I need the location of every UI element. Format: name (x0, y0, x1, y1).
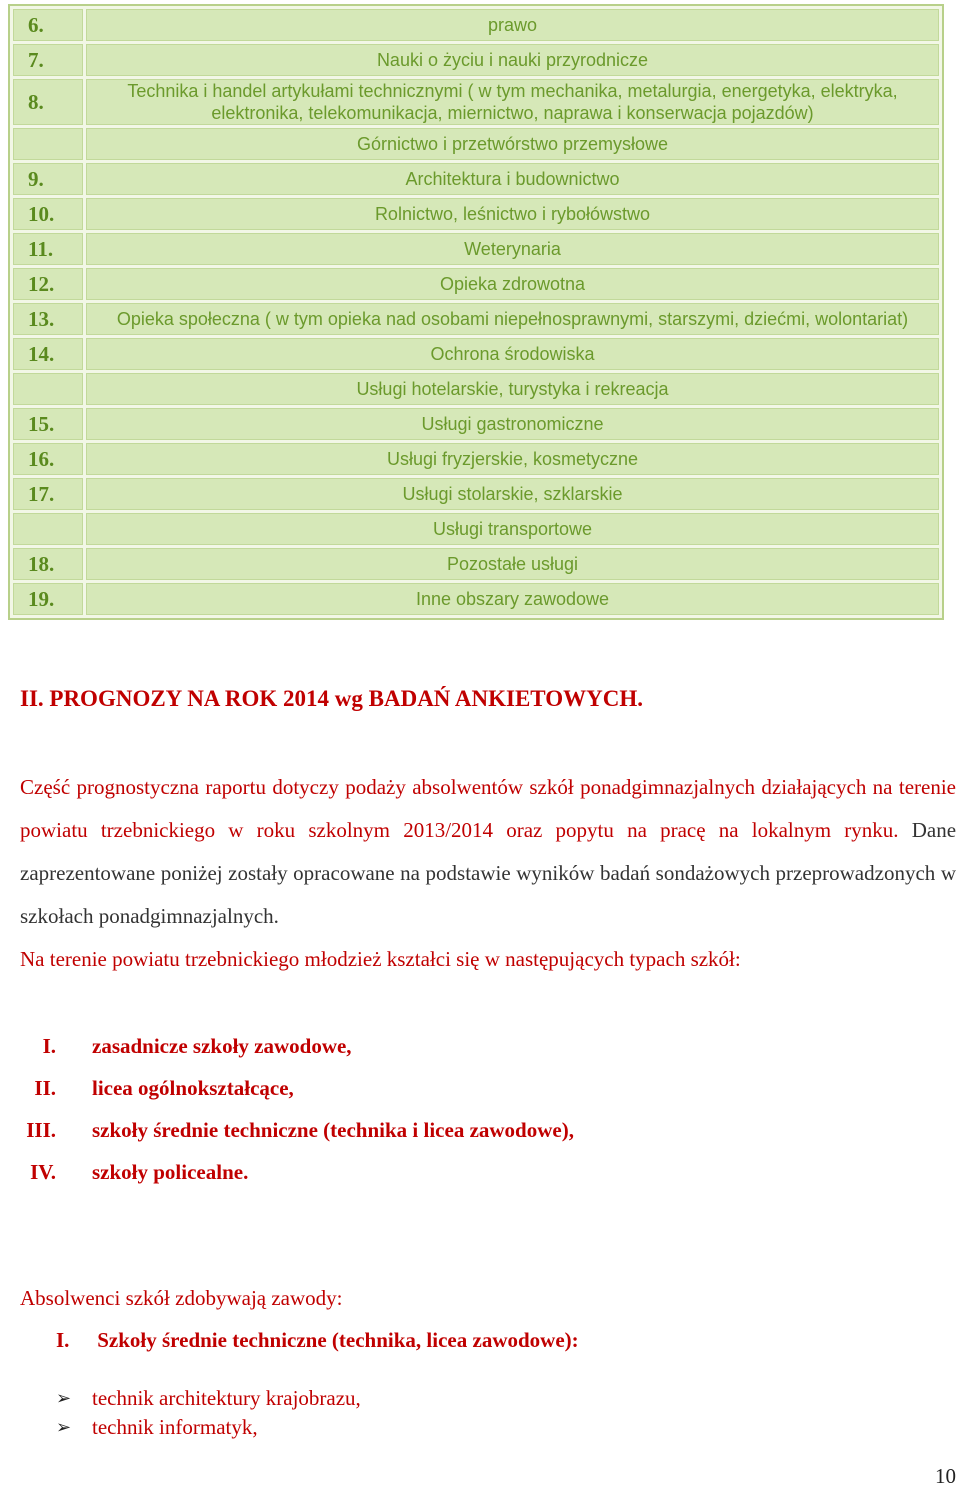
row-number: 7. (13, 44, 83, 76)
subsection-number: I. (56, 1328, 70, 1352)
page-number: 10 (935, 1464, 956, 1488)
table-row (13, 548, 939, 580)
row-number (13, 513, 83, 545)
list-item (20, 1025, 920, 1067)
intro-paragraph (20, 766, 956, 981)
profession-label: technik informatyk, (92, 1415, 258, 1439)
row-number (13, 373, 83, 405)
table-row (13, 513, 939, 545)
row-number: 12. (13, 268, 83, 300)
list-item (20, 1151, 920, 1193)
row-text: Weterynaria (86, 233, 939, 265)
table-row (13, 478, 939, 510)
paragraph-part3: Na terenie powiatu trzebnickiego młodzież kształci się w następujących typach szkół: (20, 947, 741, 971)
list-item (20, 1109, 920, 1151)
row-number: 9. (13, 163, 83, 195)
list-label: licea ogólnokształcące, (92, 1075, 294, 1100)
arrow-bullet-icon: ➢ (56, 1388, 72, 1408)
subsection-label: Szkoły średnie techniczne (technika, licea zawodowe): (97, 1328, 579, 1352)
table-row (13, 128, 939, 160)
table-row (13, 583, 939, 615)
row-text: Usługi stolarskie, szklarskie (86, 478, 939, 510)
subsection-heading (56, 1328, 579, 1353)
table-row (13, 163, 939, 195)
row-number: 14. (13, 338, 83, 370)
row-number: 17. (13, 478, 83, 510)
row-number: 13. (13, 303, 83, 335)
row-text: Usługi gastronomiczne (86, 408, 939, 440)
professions-list (56, 1384, 361, 1442)
table-row (13, 79, 939, 125)
row-text: Inne obszary zawodowe (86, 583, 939, 615)
table-row (13, 268, 939, 300)
row-text: Ochrona środowiska (86, 338, 939, 370)
table-row (13, 338, 939, 370)
row-text: Opieka społeczna ( w tym opieka nad osobami niepełnosprawnymi, starszymi, dziećmi, wolontariat) (86, 303, 939, 335)
row-text: Usługi transportowe (86, 513, 939, 545)
row-text: Rolnictwo, leśnictwo i rybołówstwo (86, 198, 939, 230)
row-number: 11. (13, 233, 83, 265)
occupations-table (8, 4, 944, 620)
row-text: Nauki o życiu i nauki przyrodnicze (86, 44, 939, 76)
row-number: 8. (13, 79, 83, 125)
row-text: Opieka zdrowotna (86, 268, 939, 300)
row-number: 18. (13, 548, 83, 580)
list-label: zasadnicze szkoły zawodowe, (92, 1033, 352, 1058)
row-text: Pozostałe usługi (86, 548, 939, 580)
table-row (13, 408, 939, 440)
list-number: I. (42, 1033, 56, 1058)
row-number (13, 128, 83, 160)
row-number: 16. (13, 443, 83, 475)
row-number: 10. (13, 198, 83, 230)
section-heading: II. PROGNOZY NA ROK 2014 wg BADAŃ ANKIETOWYCH. (20, 686, 643, 711)
graduates-intro: Absolwenci szkół zdobywają zawody: (20, 1286, 343, 1310)
arrow-bullet-icon: ➢ (56, 1417, 72, 1437)
list-label: szkoły średnie techniczne (technika i licea zawodowe), (92, 1117, 574, 1142)
profession-label: technik architektury krajobrazu, (92, 1386, 361, 1410)
table-row (13, 443, 939, 475)
list-item (56, 1413, 361, 1442)
list-number: II. (34, 1075, 56, 1100)
row-text: Usługi hotelarskie, turystyka i rekreacja (86, 373, 939, 405)
row-text: Usługi fryzjerskie, kosmetyczne (86, 443, 939, 475)
row-number: 19. (13, 583, 83, 615)
list-item (20, 1067, 920, 1109)
list-number: IV. (30, 1159, 56, 1184)
row-text: Górnictwo i przetwórstwo przemysłowe (86, 128, 939, 160)
list-item (56, 1384, 361, 1413)
list-number: III. (26, 1117, 56, 1142)
table-row (13, 198, 939, 230)
row-number: 6. (13, 9, 83, 41)
table-row (13, 373, 939, 405)
table-row (13, 9, 939, 41)
list-label: szkoły policealne. (92, 1159, 249, 1184)
row-text: Technika i handel artykułami technicznymi ( w tym mechanika, metalurgia, energetyka, elektryka, elektronika, telekomunikacja, miernictwo, naprawa i konserwacja pojazdów) (86, 79, 939, 125)
table-row (13, 233, 939, 265)
row-text: Architektura i budownictwo (86, 163, 939, 195)
paragraph-part1: Część prognostyczna raportu dotyczy podaży absolwentów szkół ponadgimnazjalnych działających na terenie powiatu trzebnickiego w roku szkolnym 2013/2014 oraz popytu na pracę na lokalnym rynku. (20, 775, 956, 842)
table-row (13, 44, 939, 76)
row-number: 15. (13, 408, 83, 440)
row-text: prawo (86, 9, 939, 41)
table-row (13, 303, 939, 335)
paragraph-part2: Dane zaprezentowane poniżej zostały opracowane na podstawie wyników badań sondażowych przeprowadzonych w szkołach ponadgimnazjalnych. (20, 818, 957, 928)
school-types-list (20, 1025, 920, 1193)
